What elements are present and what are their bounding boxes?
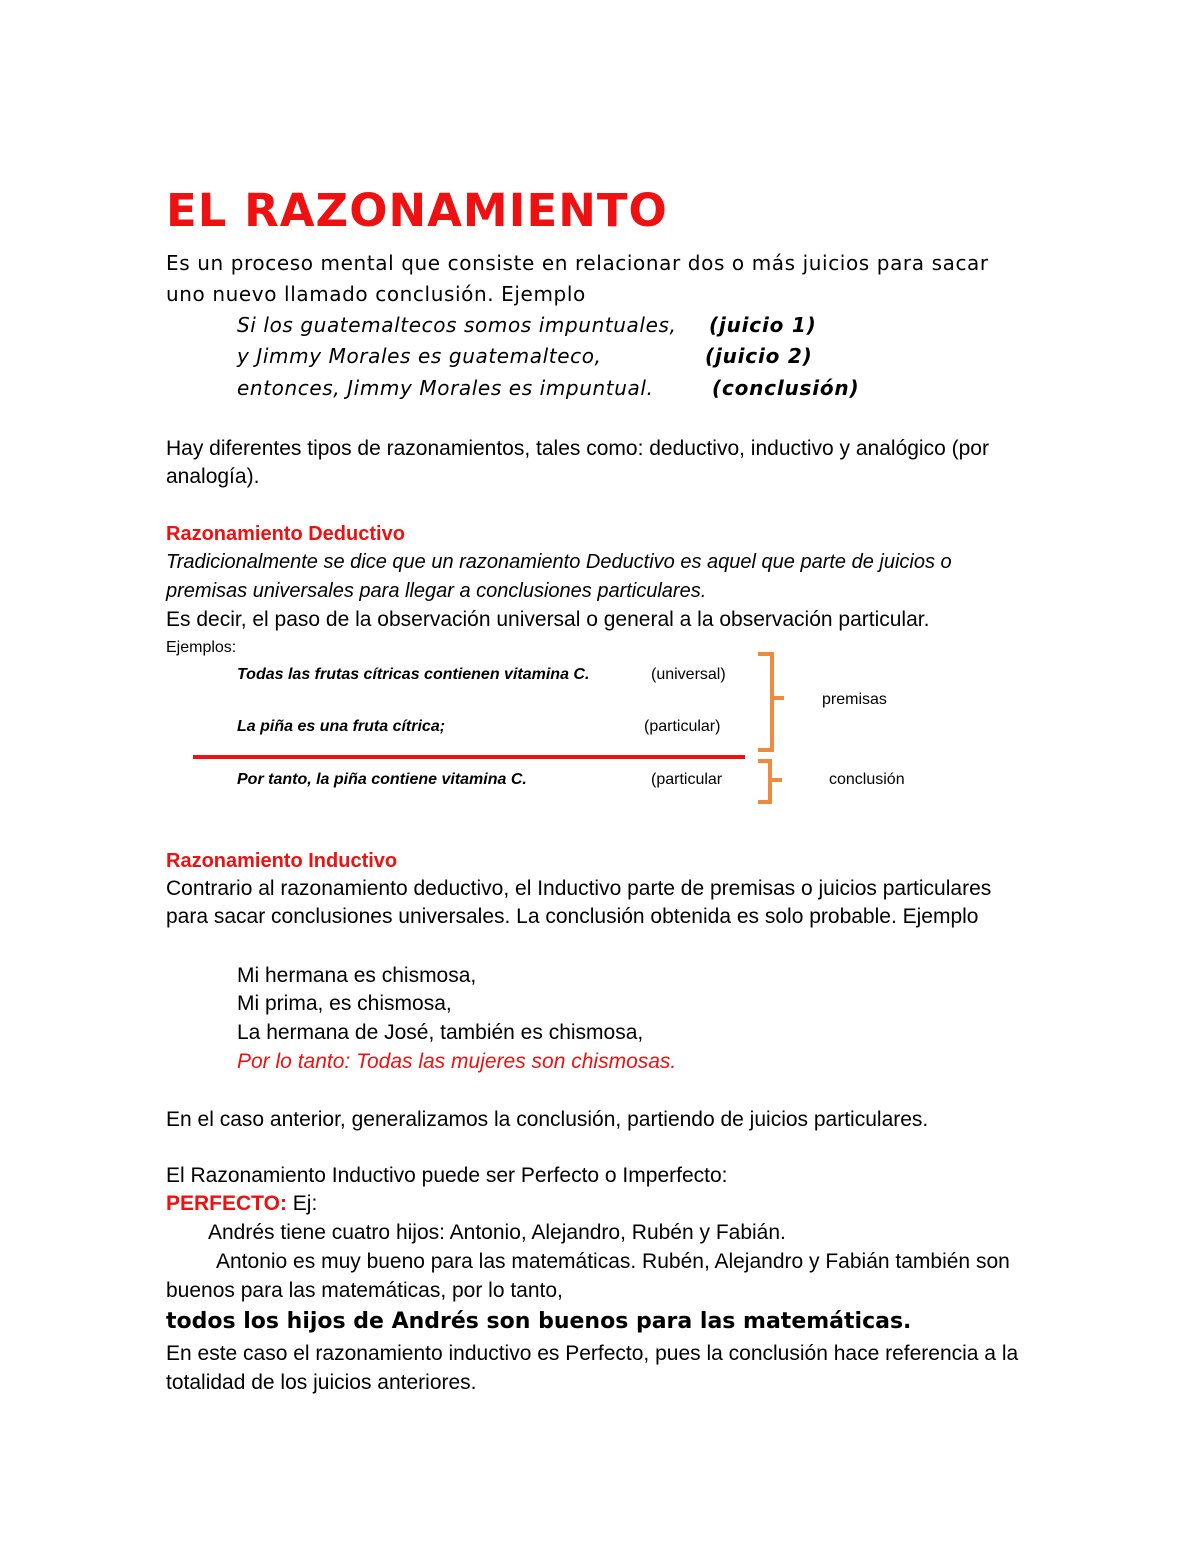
deductive-heading: Razonamiento Deductivo <box>166 523 405 545</box>
perfect-conclusion: todos los hijos de Andrés son buenos para las matemáticas. <box>166 1309 912 1334</box>
conclusion-brace-icon <box>752 758 792 806</box>
perfecto-label: PERFECTO: <box>166 1192 287 1215</box>
deductive-kind-conclusion: (particular <box>651 771 723 788</box>
page-title: EL RAZONAMIENTO <box>166 184 668 237</box>
perfecto-ej: Ej: <box>286 1192 318 1215</box>
inductive-example-3: La hermana de José, también es chismosa, <box>237 1021 644 1044</box>
example-tag-3: (conclusión) <box>712 376 860 400</box>
inductive-definition-1: Contrario al razonamiento deductivo, el Inductivo parte de premisas o juicios particulares <box>166 877 992 900</box>
antonio-sentence-2: buenos para las matemáticas, por lo tanto, <box>166 1279 563 1302</box>
premisas-brace-icon <box>752 650 792 754</box>
example-premise-1: Si los guatemaltecos somos impuntuales, <box>237 313 677 337</box>
deductive-definition-1: Tradicionalmente se dice que un razonamiento Deductivo es aquel que parte de juicios o <box>166 551 952 573</box>
conclusion-divider-line <box>193 755 745 759</box>
intro-line-1: Es un proceso mental que consiste en relacionar dos o más juicios para sacar <box>166 251 989 275</box>
deductive-premise-universal: Todas las frutas cítricas contienen vitamina C. <box>237 666 590 683</box>
final-line-1: En este caso el razonamiento inductivo es Perfecto, pues la conclusión hace referencia a la <box>166 1342 1019 1365</box>
inductive-example-1: Mi hermana es chismosa, <box>237 964 477 987</box>
premisas-label: premisas <box>822 691 887 708</box>
inductive-example-2: Mi prima, es chismosa, <box>237 992 452 1015</box>
final-line-2: totalidad de los juicios anteriores. <box>166 1371 477 1394</box>
intro-line-2: uno nuevo llamado conclusión. Ejemplo <box>166 282 586 306</box>
inductive-note: En el caso anterior, generalizamos la conclusión, partiendo de juicios particulares. <box>166 1108 929 1131</box>
types-line-2: analogía). <box>166 465 260 488</box>
example-tag-1: (juicio 1) <box>709 313 817 337</box>
antonio-sentence-1: Antonio es muy bueno para las matemáticas. Rubén, Alejandro y Fabián también son <box>216 1250 1010 1273</box>
deductive-premise-particular: La piña es una fruta cítrica; <box>237 718 446 735</box>
example-tag-2: (juicio 2) <box>705 344 813 368</box>
deductive-explanation: Es decir, el paso de la observación universal o general a la observación particular. <box>166 608 930 631</box>
example-conclusion: entonces, Jimmy Morales es impuntual. <box>237 376 654 400</box>
types-line-1: Hay diferentes tipos de razonamientos, tales como: deductivo, inductivo y analógico (por <box>166 437 989 460</box>
perfecto-line <box>166 1192 317 1216</box>
inductive-heading: Razonamiento Inductivo <box>166 850 398 872</box>
deductive-conclusion: Por tanto, la piña contiene vitamina C. <box>237 771 527 788</box>
deductive-definition-2: premisas universales para llegar a conclusiones particulares. <box>166 580 707 602</box>
conclusion-label: conclusión <box>829 771 905 788</box>
examples-label: Ejemplos: <box>166 639 237 656</box>
andres-sentence: Andrés tiene cuatro hijos: Antonio, Alejandro, Rubén y Fabián. <box>208 1221 786 1244</box>
deductive-kind-universal: (universal) <box>651 666 726 683</box>
inductive-kinds: El Razonamiento Inductivo puede ser Perfecto o Imperfecto: <box>166 1164 728 1187</box>
example-premise-2: y Jimmy Morales es guatemalteco, <box>237 344 602 368</box>
inductive-definition-2: para sacar conclusiones universales. La conclusión obtenida es solo probable. Ejemplo <box>166 905 979 928</box>
inductive-conclusion: Por lo tanto: Todas las mujeres son chismosas. <box>237 1050 677 1073</box>
deductive-kind-particular: (particular) <box>644 718 721 735</box>
